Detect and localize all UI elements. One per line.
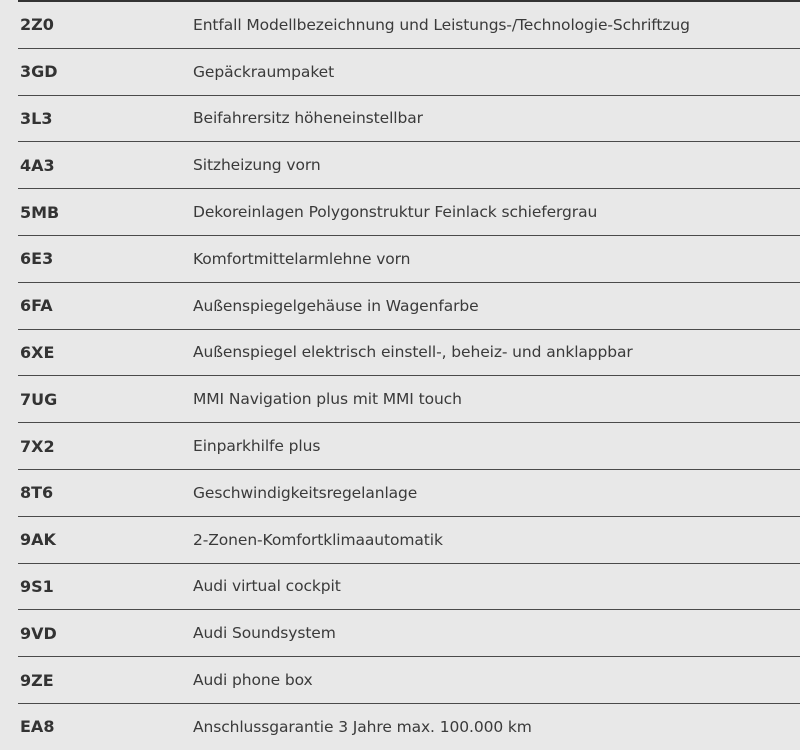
equipment-description: Anschlussgarantie 3 Jahre max. 100.000 km: [193, 717, 532, 736]
equipment-code: 5MB: [20, 202, 60, 222]
equipment-description: Komfortmittelarmlehne vorn: [193, 249, 411, 268]
equipment-code: 8T6: [20, 483, 54, 503]
table-row: [18, 423, 800, 470]
equipment-code: 9ZE: [20, 670, 54, 690]
table-row: [18, 142, 800, 189]
equipment-code: 6E3: [20, 249, 54, 269]
equipment-description: MMI Navigation plus mit MMI touch: [193, 390, 462, 409]
equipment-description: Beifahrersitz höheneinstellbar: [193, 109, 423, 128]
equipment-code: 9S1: [20, 576, 54, 596]
equipment-code: 9VD: [20, 623, 57, 643]
equipment-description: Geschwindigkeitsregelanlage: [193, 483, 418, 502]
table-row: [18, 470, 800, 517]
equipment-description: 2-Zonen-Komfortklimaautomatik: [193, 530, 443, 549]
table-row: [18, 189, 800, 236]
equipment-code: 9AK: [20, 530, 56, 550]
equipment-description: Einparkhilfe plus: [193, 437, 321, 456]
equipment-description: Dekoreinlagen Polygonstruktur Feinlack schiefergrau: [193, 203, 598, 222]
equipment-description: Sitzheizung vorn: [193, 156, 321, 175]
equipment-code: 7UG: [20, 389, 58, 409]
equipment-code: 6XE: [20, 342, 55, 362]
table-row: [18, 236, 800, 283]
equipment-code: EA8: [20, 717, 55, 737]
table-row: [18, 704, 800, 750]
equipment-code: 7X2: [20, 436, 55, 456]
equipment-code: 3GD: [20, 62, 58, 82]
equipment-description: Außenspiegelgehäuse in Wagenfarbe: [193, 296, 479, 315]
equipment-description: Audi phone box: [193, 671, 313, 690]
table-row: [18, 657, 800, 704]
equipment-description: Audi Soundsystem: [193, 624, 336, 643]
equipment-description: Audi virtual cockpit: [193, 577, 341, 596]
equipment-code: 4A3: [20, 155, 55, 175]
equipment-code: 2Z0: [20, 15, 54, 35]
equipment-table: [18, 0, 800, 750]
table-row: [18, 376, 800, 423]
equipment-code: 3L3: [20, 108, 53, 128]
table-row: [18, 49, 800, 96]
table-row: [18, 2, 800, 49]
table-row: [18, 283, 800, 330]
table-row: [18, 330, 800, 377]
table-row: [18, 610, 800, 657]
equipment-description: Außenspiegel elektrisch einstell-, beheiz- und anklappbar: [193, 343, 633, 362]
table-row: [18, 517, 800, 564]
table-row: [18, 564, 800, 611]
equipment-code: 6FA: [20, 296, 53, 316]
equipment-description: Entfall Modellbezeichnung und Leistungs-/Technologie-Schriftzug: [193, 15, 690, 34]
equipment-description: Gepäckraumpaket: [193, 62, 335, 81]
table-row: [18, 96, 800, 143]
